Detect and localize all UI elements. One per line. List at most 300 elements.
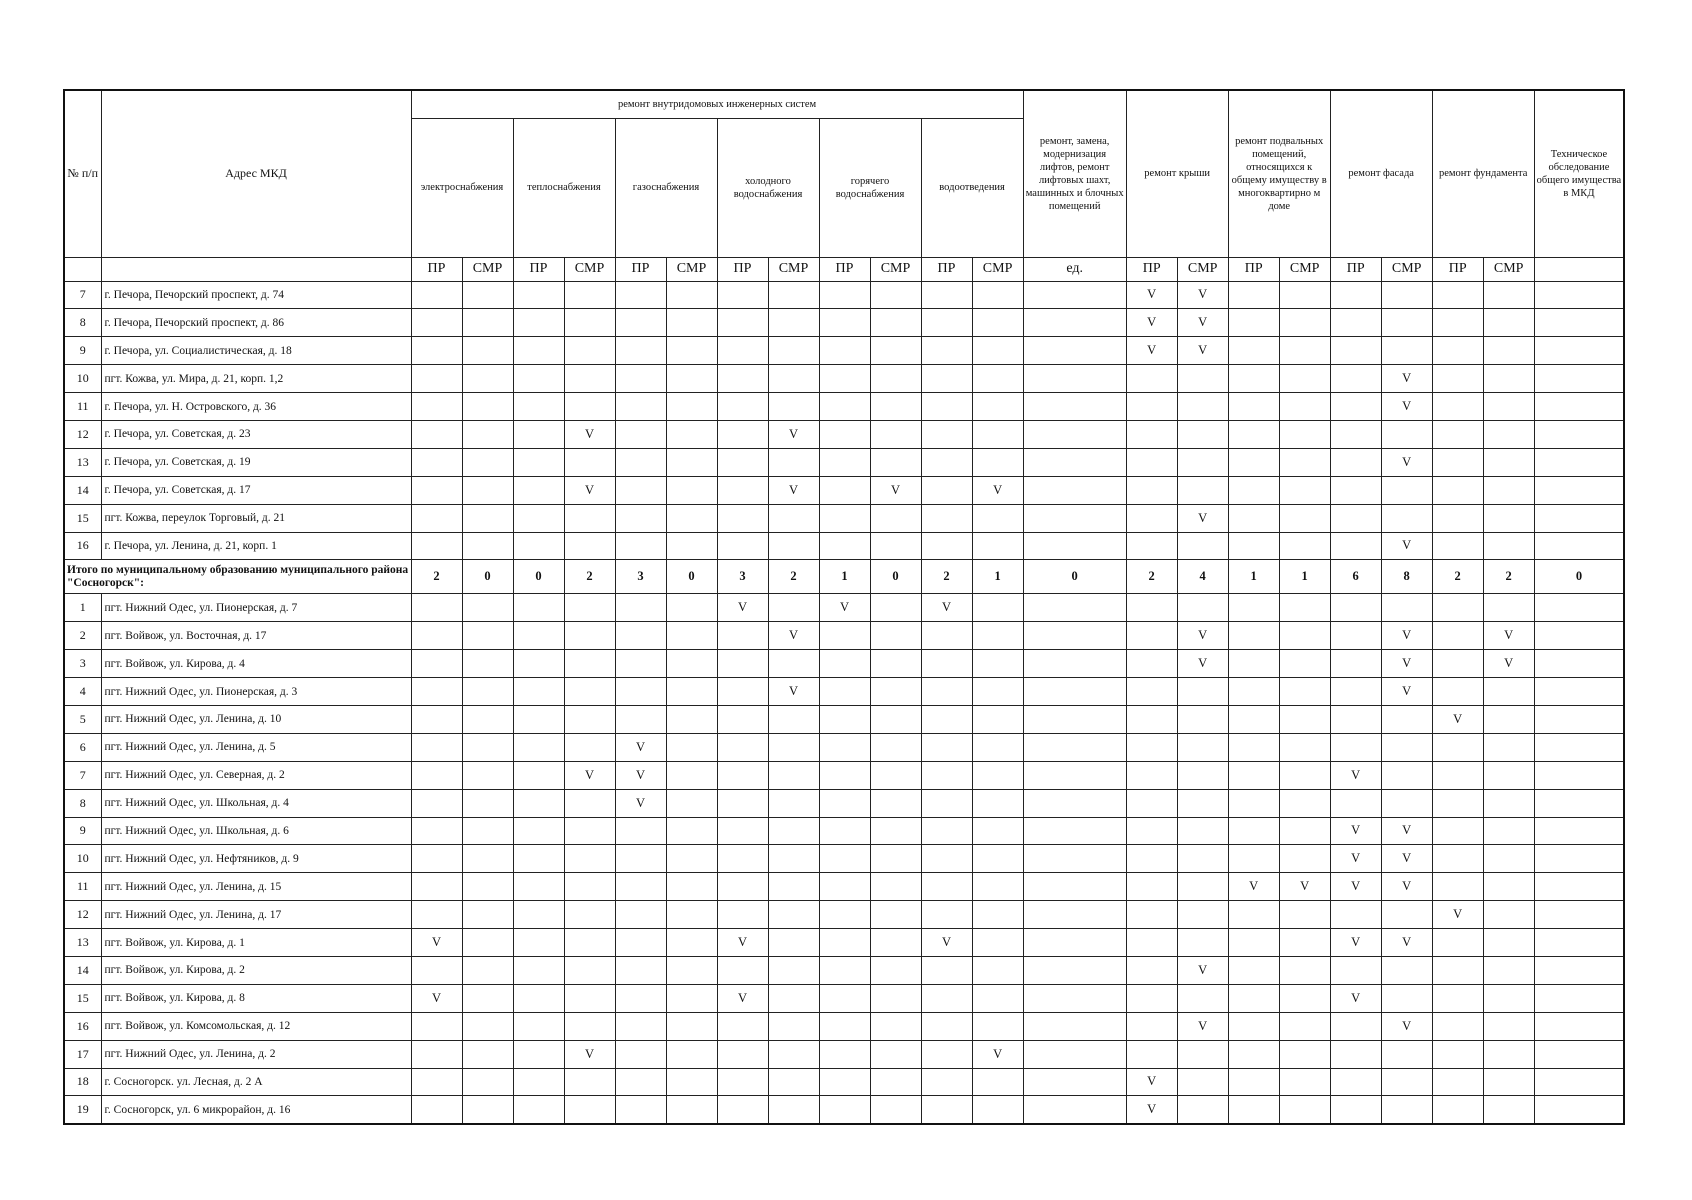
cell bbox=[1330, 281, 1381, 309]
check-mark: V bbox=[1381, 650, 1432, 678]
row-number: 2 bbox=[64, 622, 101, 650]
cell bbox=[411, 420, 462, 448]
header-sewerage: водоотведения bbox=[921, 118, 1023, 257]
cell bbox=[1279, 476, 1330, 504]
cell bbox=[870, 594, 921, 622]
cell bbox=[717, 1040, 768, 1068]
check-mark: V bbox=[615, 789, 666, 817]
row-address: г. Печора, ул. Советская, д. 23 bbox=[101, 420, 411, 448]
cell bbox=[921, 1040, 972, 1068]
cell bbox=[921, 281, 972, 309]
row-address: пгт. Кожва, переулок Торговый, д. 21 bbox=[101, 504, 411, 532]
check-mark: V bbox=[1330, 984, 1381, 1012]
cell bbox=[819, 901, 870, 929]
cell bbox=[411, 281, 462, 309]
cell bbox=[1279, 532, 1330, 560]
header-pr: ПР bbox=[615, 257, 666, 281]
cell bbox=[1023, 705, 1126, 733]
cell bbox=[1330, 956, 1381, 984]
cell bbox=[972, 761, 1023, 789]
row-number: 14 bbox=[64, 956, 101, 984]
cell bbox=[870, 1012, 921, 1040]
cell bbox=[1432, 1040, 1483, 1068]
row-number: 15 bbox=[64, 984, 101, 1012]
cell bbox=[1330, 448, 1381, 476]
cell bbox=[564, 956, 615, 984]
cell bbox=[1432, 504, 1483, 532]
cell bbox=[513, 594, 564, 622]
row-number: 11 bbox=[64, 873, 101, 901]
check-mark: V bbox=[1177, 956, 1228, 984]
row-address: г. Печора, ул. Н. Островского, д. 36 bbox=[101, 393, 411, 421]
row-number: 7 bbox=[64, 281, 101, 309]
cell bbox=[615, 901, 666, 929]
cell bbox=[1381, 476, 1432, 504]
cell bbox=[1279, 650, 1330, 678]
cell bbox=[1432, 817, 1483, 845]
cell bbox=[717, 1012, 768, 1040]
cell bbox=[819, 705, 870, 733]
cell bbox=[768, 845, 819, 873]
cell bbox=[1023, 956, 1126, 984]
cell bbox=[717, 678, 768, 706]
header-units: ед. bbox=[1023, 257, 1126, 281]
cell bbox=[513, 845, 564, 873]
cell bbox=[921, 393, 972, 421]
table-row bbox=[64, 678, 1624, 706]
row-number: 5 bbox=[64, 705, 101, 733]
row-address: пгт. Кожва, ул. Мира, д. 21, корп. 1,2 bbox=[101, 365, 411, 393]
table-row bbox=[64, 789, 1624, 817]
cell bbox=[921, 901, 972, 929]
cell bbox=[1330, 650, 1381, 678]
row-number: 6 bbox=[64, 733, 101, 761]
cell bbox=[1126, 1040, 1177, 1068]
cell bbox=[819, 1068, 870, 1096]
table-row bbox=[64, 1068, 1624, 1096]
cell bbox=[615, 678, 666, 706]
cell bbox=[1228, 984, 1279, 1012]
cell bbox=[1534, 393, 1624, 421]
cell bbox=[972, 1012, 1023, 1040]
row-number: 16 bbox=[64, 532, 101, 560]
cell bbox=[1177, 1040, 1228, 1068]
cell bbox=[1483, 761, 1534, 789]
cell bbox=[819, 678, 870, 706]
check-mark: V bbox=[1381, 448, 1432, 476]
cell bbox=[666, 532, 717, 560]
cell bbox=[462, 761, 513, 789]
table-row bbox=[64, 705, 1624, 733]
cell bbox=[819, 1012, 870, 1040]
row-address: пгт. Нижний Одес, ул. Северная, д. 2 bbox=[101, 761, 411, 789]
header-sub-blank bbox=[1534, 257, 1624, 281]
cell bbox=[513, 789, 564, 817]
cell bbox=[1534, 309, 1624, 337]
check-mark: V bbox=[921, 929, 972, 957]
cell bbox=[717, 761, 768, 789]
header-pr: ПР bbox=[1126, 257, 1177, 281]
row-address: пгт. Нижний Одес, ул. Ленина, д. 5 bbox=[101, 733, 411, 761]
cell bbox=[1023, 817, 1126, 845]
cell bbox=[1279, 1068, 1330, 1096]
cell bbox=[1228, 337, 1279, 365]
cell bbox=[972, 622, 1023, 650]
cell bbox=[717, 476, 768, 504]
cell bbox=[615, 1096, 666, 1124]
cell bbox=[1534, 1040, 1624, 1068]
total-value: 1 bbox=[819, 560, 870, 594]
cell bbox=[666, 622, 717, 650]
header-smr: СМР bbox=[972, 257, 1023, 281]
header-num: № п/п bbox=[64, 90, 101, 257]
cell bbox=[972, 929, 1023, 957]
cell bbox=[717, 532, 768, 560]
cell bbox=[1432, 594, 1483, 622]
cell bbox=[1534, 901, 1624, 929]
cell bbox=[1279, 678, 1330, 706]
cell bbox=[1483, 309, 1534, 337]
cell bbox=[1432, 393, 1483, 421]
cell bbox=[1023, 1012, 1126, 1040]
total-value: 3 bbox=[615, 560, 666, 594]
cell bbox=[1534, 929, 1624, 957]
cell bbox=[921, 705, 972, 733]
cell bbox=[615, 393, 666, 421]
cell bbox=[870, 873, 921, 901]
cell bbox=[921, 650, 972, 678]
cell bbox=[972, 420, 1023, 448]
check-mark: V bbox=[1177, 281, 1228, 309]
cell bbox=[870, 761, 921, 789]
cell bbox=[564, 504, 615, 532]
cell bbox=[870, 929, 921, 957]
cell bbox=[1330, 594, 1381, 622]
cell bbox=[513, 504, 564, 532]
cell bbox=[921, 1068, 972, 1096]
row-number: 16 bbox=[64, 1012, 101, 1040]
header-facade: ремонт фасада bbox=[1330, 90, 1432, 257]
cell bbox=[819, 789, 870, 817]
check-mark: V bbox=[1177, 309, 1228, 337]
cell bbox=[1483, 929, 1534, 957]
cell bbox=[615, 365, 666, 393]
header-smr: СМР bbox=[666, 257, 717, 281]
cell bbox=[1023, 845, 1126, 873]
cell bbox=[411, 476, 462, 504]
cell bbox=[513, 337, 564, 365]
cell bbox=[1279, 393, 1330, 421]
row-number: 8 bbox=[64, 789, 101, 817]
cell bbox=[1330, 476, 1381, 504]
cell bbox=[921, 448, 972, 476]
cell bbox=[1483, 733, 1534, 761]
row-number: 1 bbox=[64, 594, 101, 622]
cell bbox=[513, 448, 564, 476]
cell bbox=[1432, 622, 1483, 650]
row-number: 19 bbox=[64, 1096, 101, 1124]
total-value: 3 bbox=[717, 560, 768, 594]
cell bbox=[1483, 504, 1534, 532]
check-mark: V bbox=[564, 761, 615, 789]
cell bbox=[1023, 504, 1126, 532]
cell bbox=[768, 365, 819, 393]
cell bbox=[870, 817, 921, 845]
cell bbox=[666, 984, 717, 1012]
cell bbox=[1177, 845, 1228, 873]
cell bbox=[921, 873, 972, 901]
cell bbox=[870, 678, 921, 706]
cell bbox=[1228, 504, 1279, 532]
table-row bbox=[64, 448, 1624, 476]
cell bbox=[1381, 281, 1432, 309]
cell bbox=[1023, 532, 1126, 560]
cell bbox=[462, 1012, 513, 1040]
cell bbox=[564, 817, 615, 845]
cell bbox=[1330, 309, 1381, 337]
table-row bbox=[64, 1096, 1624, 1124]
check-mark: V bbox=[1381, 1012, 1432, 1040]
cell bbox=[1126, 420, 1177, 448]
cell bbox=[1126, 393, 1177, 421]
cell bbox=[1228, 705, 1279, 733]
cell bbox=[1177, 678, 1228, 706]
cell bbox=[513, 984, 564, 1012]
cell bbox=[1279, 845, 1330, 873]
row-number: 14 bbox=[64, 476, 101, 504]
cell bbox=[1432, 650, 1483, 678]
cell bbox=[819, 365, 870, 393]
cell bbox=[1023, 761, 1126, 789]
cell bbox=[870, 622, 921, 650]
header-pr: ПР bbox=[1330, 257, 1381, 281]
cell bbox=[1534, 984, 1624, 1012]
cell bbox=[1023, 733, 1126, 761]
table-row bbox=[64, 929, 1624, 957]
cell bbox=[1177, 733, 1228, 761]
check-mark: V bbox=[768, 622, 819, 650]
check-mark: V bbox=[411, 929, 462, 957]
header-smr: СМР bbox=[462, 257, 513, 281]
cell bbox=[1228, 309, 1279, 337]
cell bbox=[819, 761, 870, 789]
cell bbox=[1023, 420, 1126, 448]
cell bbox=[1432, 845, 1483, 873]
cell bbox=[666, 420, 717, 448]
cell bbox=[1534, 733, 1624, 761]
cell bbox=[513, 365, 564, 393]
cell bbox=[768, 705, 819, 733]
cell bbox=[411, 365, 462, 393]
cell bbox=[1534, 1012, 1624, 1040]
row-address: пгт. Нижний Одес, ул. Ленина, д. 10 bbox=[101, 705, 411, 733]
cell bbox=[1126, 789, 1177, 817]
cell bbox=[870, 448, 921, 476]
cell bbox=[1534, 281, 1624, 309]
cell bbox=[819, 448, 870, 476]
cell bbox=[513, 309, 564, 337]
cell bbox=[1228, 1096, 1279, 1124]
row-address: пгт. Войвож, ул. Кирова, д. 8 bbox=[101, 984, 411, 1012]
cell bbox=[1126, 733, 1177, 761]
header-smr: СМР bbox=[1177, 257, 1228, 281]
cell bbox=[921, 678, 972, 706]
cell bbox=[1228, 678, 1279, 706]
cell bbox=[768, 789, 819, 817]
check-mark: V bbox=[1126, 337, 1177, 365]
cell bbox=[666, 817, 717, 845]
check-mark: V bbox=[717, 984, 768, 1012]
cell bbox=[1432, 984, 1483, 1012]
cell bbox=[870, 789, 921, 817]
row-number: 18 bbox=[64, 1068, 101, 1096]
cell bbox=[411, 309, 462, 337]
total-value: 2 bbox=[768, 560, 819, 594]
cell bbox=[1330, 622, 1381, 650]
table-row bbox=[64, 984, 1624, 1012]
row-address: г. Печора, ул. Социалистическая, д. 18 bbox=[101, 337, 411, 365]
cell bbox=[1228, 845, 1279, 873]
table-row bbox=[64, 337, 1624, 365]
cell bbox=[1432, 956, 1483, 984]
cell bbox=[462, 532, 513, 560]
table-row bbox=[64, 817, 1624, 845]
cell bbox=[564, 984, 615, 1012]
cell bbox=[462, 281, 513, 309]
cell bbox=[870, 281, 921, 309]
cell bbox=[1279, 281, 1330, 309]
header-electricity: электроснабжения bbox=[411, 118, 513, 257]
cell bbox=[513, 733, 564, 761]
cell bbox=[768, 873, 819, 901]
cell bbox=[1432, 448, 1483, 476]
cell bbox=[921, 337, 972, 365]
cell bbox=[462, 705, 513, 733]
cell bbox=[1483, 678, 1534, 706]
cell bbox=[411, 845, 462, 873]
cell bbox=[564, 337, 615, 365]
cell bbox=[1177, 448, 1228, 476]
check-mark: V bbox=[921, 594, 972, 622]
cell bbox=[666, 650, 717, 678]
cell bbox=[1228, 476, 1279, 504]
cell bbox=[411, 532, 462, 560]
cell bbox=[615, 1068, 666, 1096]
cell bbox=[870, 956, 921, 984]
cell bbox=[819, 504, 870, 532]
cell bbox=[1023, 1040, 1126, 1068]
cell bbox=[1381, 420, 1432, 448]
cell bbox=[1381, 901, 1432, 929]
check-mark: V bbox=[1177, 504, 1228, 532]
cell bbox=[1483, 532, 1534, 560]
cell bbox=[615, 337, 666, 365]
row-address: пгт. Нижний Одес, ул. Нефтяников, д. 9 bbox=[101, 845, 411, 873]
cell bbox=[564, 532, 615, 560]
table-row bbox=[64, 476, 1624, 504]
table-row bbox=[64, 761, 1624, 789]
cell bbox=[819, 393, 870, 421]
cell bbox=[564, 789, 615, 817]
cell bbox=[1023, 448, 1126, 476]
cell bbox=[564, 1012, 615, 1040]
cell bbox=[768, 1012, 819, 1040]
cell bbox=[666, 504, 717, 532]
cell bbox=[666, 1096, 717, 1124]
check-mark: V bbox=[1126, 1068, 1177, 1096]
check-mark: V bbox=[1483, 650, 1534, 678]
header-address: Адрес МКД bbox=[101, 90, 411, 257]
cell bbox=[1126, 476, 1177, 504]
total-value: 6 bbox=[1330, 560, 1381, 594]
cell bbox=[462, 476, 513, 504]
cell bbox=[870, 1068, 921, 1096]
row-address: г. Печора, Печорский проспект, д. 74 bbox=[101, 281, 411, 309]
cell bbox=[615, 845, 666, 873]
header-pr: ПР bbox=[411, 257, 462, 281]
total-value: 0 bbox=[870, 560, 921, 594]
cell bbox=[972, 1068, 1023, 1096]
cell bbox=[1432, 873, 1483, 901]
check-mark: V bbox=[1228, 873, 1279, 901]
cell bbox=[1126, 705, 1177, 733]
cell bbox=[564, 733, 615, 761]
cell bbox=[972, 845, 1023, 873]
cell bbox=[921, 365, 972, 393]
row-number: 9 bbox=[64, 817, 101, 845]
total-value: 0 bbox=[513, 560, 564, 594]
check-mark: V bbox=[564, 1040, 615, 1068]
check-mark: V bbox=[819, 594, 870, 622]
cell bbox=[564, 705, 615, 733]
cell bbox=[1177, 393, 1228, 421]
cell bbox=[564, 1096, 615, 1124]
cell bbox=[1330, 504, 1381, 532]
cell bbox=[819, 281, 870, 309]
cell bbox=[1279, 733, 1330, 761]
table-header bbox=[64, 90, 1624, 281]
row-address: пгт. Войвож, ул. Кирова, д. 4 bbox=[101, 650, 411, 678]
cell bbox=[870, 504, 921, 532]
cell bbox=[666, 1068, 717, 1096]
cell bbox=[564, 393, 615, 421]
cell bbox=[1330, 678, 1381, 706]
cell bbox=[1432, 1068, 1483, 1096]
cell bbox=[513, 420, 564, 448]
cell bbox=[615, 476, 666, 504]
cell bbox=[1483, 1012, 1534, 1040]
cell bbox=[1534, 337, 1624, 365]
cell bbox=[1279, 1096, 1330, 1124]
cell bbox=[768, 337, 819, 365]
header-sub-blank bbox=[101, 257, 411, 281]
cell bbox=[411, 873, 462, 901]
cell bbox=[819, 956, 870, 984]
cell bbox=[1534, 705, 1624, 733]
cell bbox=[921, 420, 972, 448]
check-mark: V bbox=[768, 476, 819, 504]
cell bbox=[1432, 281, 1483, 309]
cell bbox=[666, 678, 717, 706]
cell bbox=[1534, 365, 1624, 393]
cell bbox=[1228, 956, 1279, 984]
cell bbox=[1330, 733, 1381, 761]
cell bbox=[1228, 532, 1279, 560]
cell bbox=[1279, 337, 1330, 365]
cell bbox=[666, 789, 717, 817]
cell bbox=[1534, 845, 1624, 873]
cell bbox=[513, 476, 564, 504]
